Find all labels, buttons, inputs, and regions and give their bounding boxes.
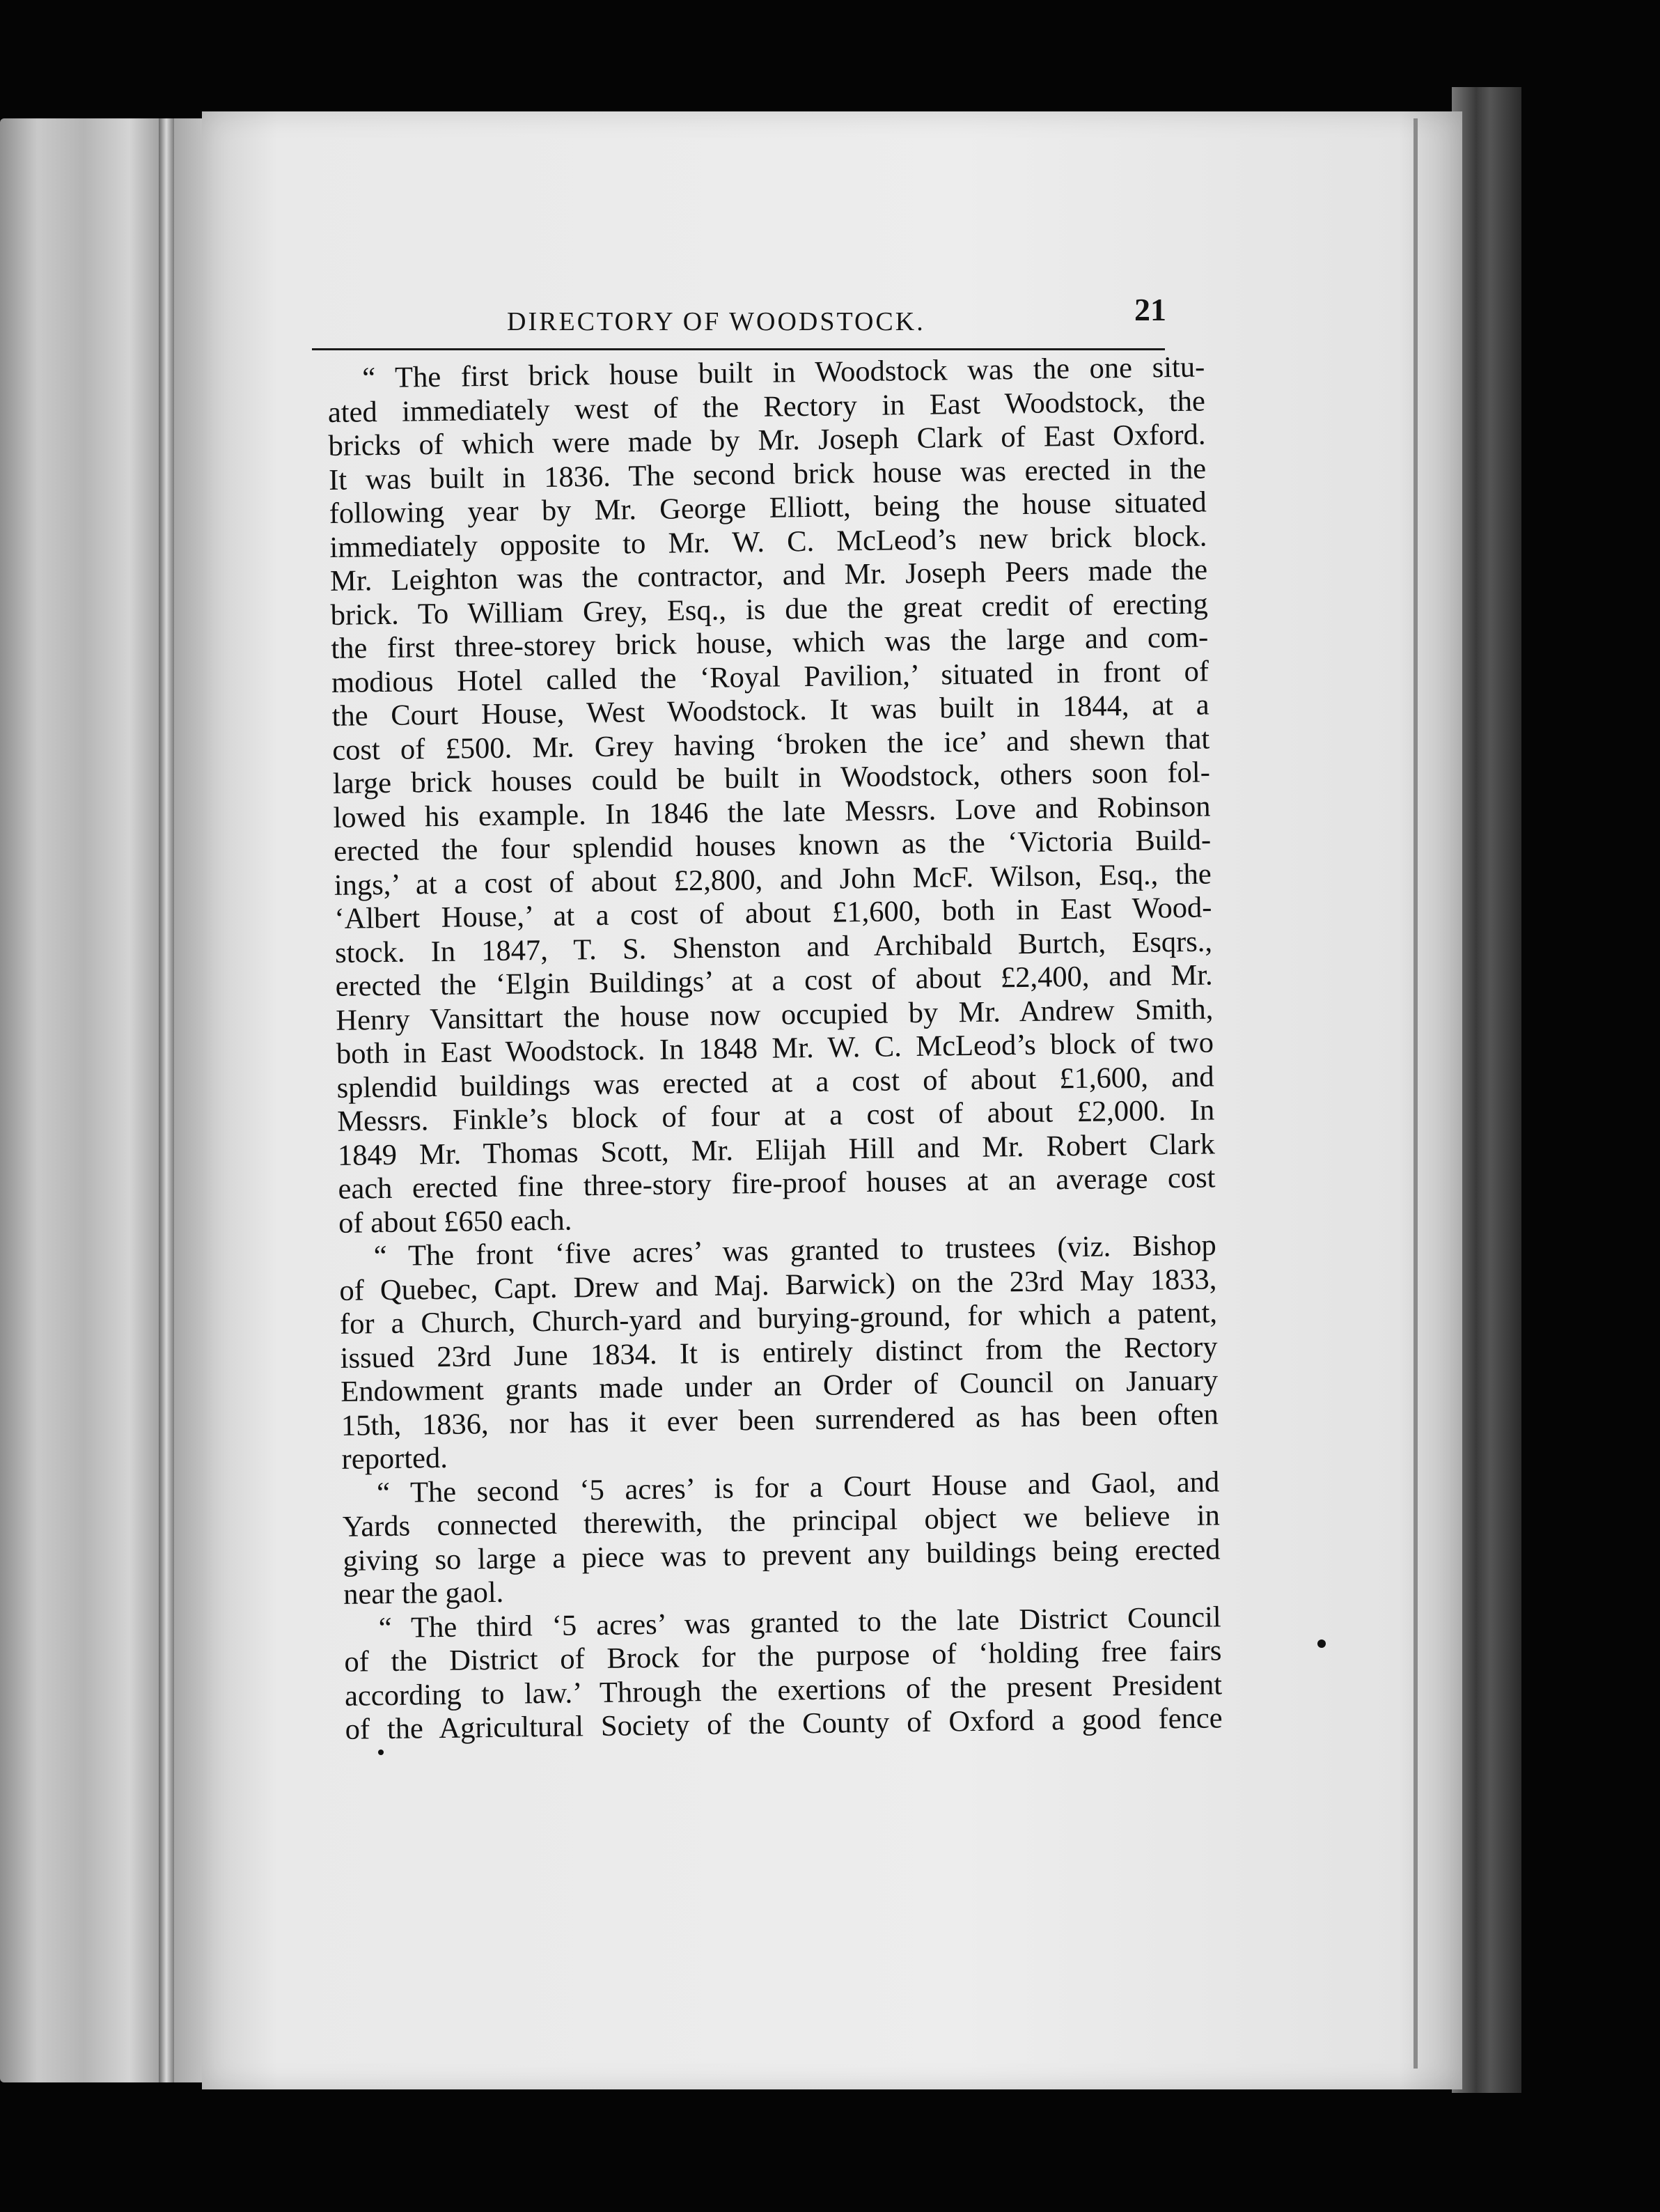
- header-rule: [312, 348, 1165, 350]
- text-line: following year by Mr. George Elliott, being the house situated: [329, 485, 1207, 530]
- ink-speck: [378, 1750, 384, 1755]
- text-line: for a Church, Church-yard and burying-ground, for which a patent,: [339, 1296, 1218, 1341]
- text-line: ings,’ at a cost of about £2,800, and John McF. Wilson, Esq., the: [334, 857, 1212, 902]
- text-line: Henry Vansittart the house now occupied by Mr. Andrew Smith,: [336, 992, 1214, 1037]
- page-header: [313, 286, 1166, 341]
- book-cover-edge: [1452, 87, 1521, 2093]
- text-line: ated immediately west of the Rectory in East Woodstock, the: [327, 384, 1206, 429]
- text-line: “ The first brick house built in Woodstock was the one situ-: [361, 350, 1205, 395]
- book-spine: [159, 118, 174, 2082]
- text-line: erected the four splendid houses known as the ‘Victoria Build-: [333, 823, 1212, 868]
- text-line: modious Hotel called the ‘Royal Pavilion,’ situated in front of: [331, 654, 1209, 699]
- text-line: reported.: [341, 1441, 448, 1476]
- page-edge: [1414, 118, 1418, 2069]
- text-line: each erected fine three-story fire-proof houses at an average cost: [338, 1161, 1216, 1206]
- text-line: Endowment grants made under an Order of Council on January: [340, 1364, 1219, 1408]
- text-line: It was built in 1836. The second brick house was erected in the: [328, 451, 1207, 497]
- text-line: bricks of which were made by Mr. Joseph Clark of East Oxford.: [328, 418, 1206, 462]
- text-line: immediately opposite to Mr. W. C. McLeod’s new brick block.: [329, 519, 1207, 564]
- text-line: of Quebec, Capt. Drew and Maj. Barwick) on the 23rd May 1833,: [339, 1262, 1217, 1307]
- text-line: stock. In 1847, T. S. Shenston and Archibald Burtch, Esqrs.,: [334, 924, 1213, 969]
- text-line: near the gaol.: [343, 1575, 504, 1611]
- text-line: the first three-storey brick house, which was the large and com-: [331, 621, 1209, 665]
- running-head: DIRECTORY OF WOODSTOCK.: [507, 307, 925, 336]
- text-line: Messrs. Finkle’s block of four at a cost of about £2,000. In: [336, 1093, 1215, 1138]
- text-line: according to law.’ Through the exertions of the present President: [344, 1667, 1223, 1713]
- text-line: issued 23rd June 1834. It is entirely distinct from the Rectory: [340, 1330, 1218, 1375]
- text-line: of the District of Brock for the purpose of ‘holding free fairs: [344, 1634, 1222, 1679]
- text-line: “ The front ‘five acres’ was granted to trustees (viz. Bishop: [373, 1229, 1217, 1273]
- text-line: of about £650 each.: [338, 1204, 572, 1240]
- text-line: 1849 Mr. Thomas Scott, Mr. Elijah Hill and Mr. Robert Clark: [337, 1127, 1216, 1172]
- text-line: splendid buildings was erected at a cost of about £1,600, and: [336, 1059, 1214, 1105]
- text-line: cost of £500. Mr. Grey having ‘broken the ice’ and shewn that: [331, 722, 1210, 767]
- text-line: “ The second ‘5 acres’ is for a Court House and Gaol, and: [376, 1465, 1220, 1509]
- text-line: both in East Woodstock. In 1848 Mr. W. C. McLeod’s block of two: [336, 1026, 1214, 1070]
- page-number: 21: [1134, 292, 1166, 327]
- text-line: Yards connected therewith, the principal object we believe in: [342, 1499, 1221, 1543]
- text-line: erected the ‘Elgin Buildings’ at a cost of about £2,400, and Mr.: [335, 958, 1213, 1003]
- page-body-text: [327, 351, 1223, 1747]
- text-line: lowed his example. In 1846 the late Messrs. Love and Robinson: [333, 789, 1211, 834]
- ink-speck: [1317, 1639, 1326, 1648]
- text-line: “ The third ‘5 acres’ was granted to the late District Council: [378, 1600, 1221, 1644]
- text-line: brick. To William Grey, Esq., is due the great credit of erecting: [330, 586, 1208, 632]
- text-line: of the Agricultural Society of the County of Oxford a good fence: [345, 1701, 1223, 1746]
- text-line: ‘Albert House,’ at a cost of about £1,600, both in East Wood-: [334, 891, 1212, 935]
- left-page-edge: [0, 118, 209, 2082]
- text-line: large brick houses could be built in Woodstock, others soon fol-: [332, 756, 1211, 800]
- text-line: giving so large a piece was to prevent any buildings being erected: [343, 1532, 1221, 1578]
- text-line: Mr. Leighton was the contractor, and Mr. Joseph Peers made the: [329, 553, 1208, 598]
- text-line: the Court House, West Woodstock. It was built in 1844, at a: [331, 688, 1209, 733]
- text-line: 15th, 1836, nor has it ever been surrendered as has been often: [340, 1397, 1219, 1442]
